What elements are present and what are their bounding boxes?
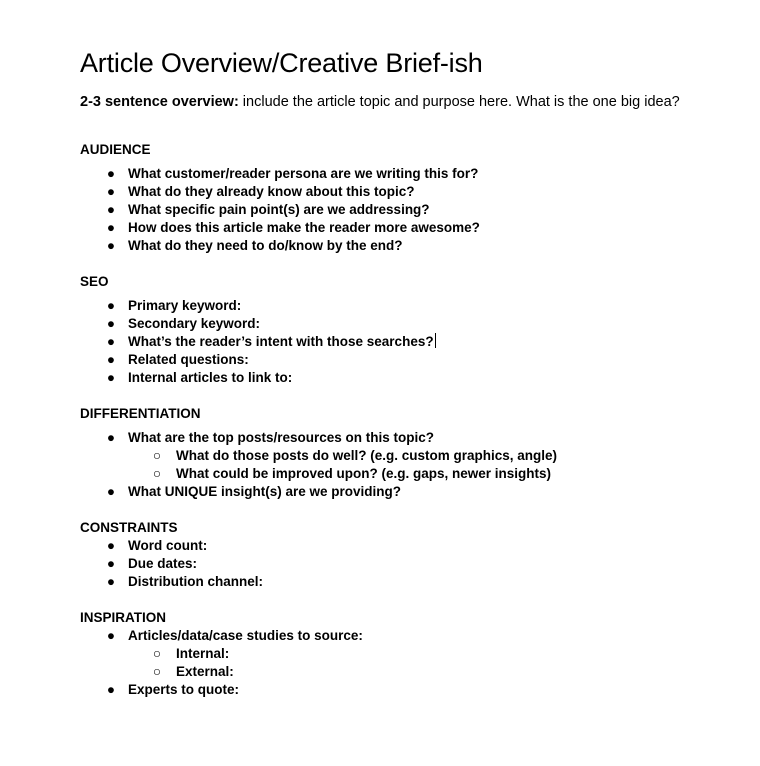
differentiation-sublist	[128, 447, 740, 483]
heading-inspiration: INSPIRATION	[80, 610, 167, 625]
bullet-icon: ●	[106, 538, 116, 553]
bullet-icon: ●	[106, 334, 116, 349]
list-item-text: What’s the reader’s intent with those searches?	[128, 334, 434, 349]
document-page	[80, 46, 740, 697]
sublist-item-text: What do those posts do well? (e.g. custom graphics, angle)	[176, 448, 558, 463]
bullet-icon: ●	[106, 484, 116, 499]
list-item	[80, 219, 740, 237]
heading-differentiation: DIFFERENTIATION	[80, 406, 201, 421]
overview-label: 2-3 sentence overview:	[80, 94, 239, 110]
bullet-icon: ●	[106, 166, 116, 181]
heading-audience: AUDIENCE	[80, 142, 151, 157]
audience-list	[80, 165, 740, 255]
overview-text: include the article topic and purpose here. What is the one big idea?	[238, 94, 680, 110]
seo-list	[80, 297, 740, 387]
sublist-item	[128, 447, 740, 465]
bullet-icon: ●	[106, 352, 116, 367]
section-audience	[80, 141, 740, 255]
list-item	[80, 537, 740, 555]
bullet-icon: ●	[106, 298, 116, 313]
list-item	[80, 627, 740, 681]
list-item	[80, 573, 740, 591]
bullet-icon: ●	[106, 238, 116, 253]
list-item	[80, 297, 740, 315]
list-item	[80, 201, 740, 219]
differentiation-list	[80, 429, 740, 501]
sublist-item	[128, 465, 740, 483]
section-differentiation	[80, 405, 740, 501]
bullet-icon: ●	[106, 430, 116, 445]
list-item-text: Articles/data/case studies to source:	[128, 628, 363, 643]
list-item	[80, 429, 740, 483]
list-item-text: Secondary keyword:	[128, 316, 261, 331]
list-item-text: What do they need to do/know by the end?	[128, 238, 403, 253]
inspiration-list	[80, 627, 740, 699]
list-item	[80, 483, 740, 501]
list-item-text: What UNIQUE insight(s) are we providing?	[128, 484, 402, 499]
list-item	[80, 369, 740, 387]
sublist-item	[128, 645, 740, 663]
list-item	[80, 333, 740, 351]
bullet-icon: ●	[106, 184, 116, 199]
list-item-text: Related questions:	[128, 352, 249, 367]
sublist-item-text: What could be improved upon? (e.g. gaps, newer insights)	[176, 466, 552, 481]
list-item-text: Due dates:	[128, 556, 198, 571]
list-item	[80, 681, 740, 699]
list-item	[80, 351, 740, 369]
list-item	[80, 183, 740, 201]
sublist-item-text: Internal:	[176, 646, 230, 661]
list-item-text: Internal articles to link to:	[128, 370, 293, 385]
list-item-text: Primary keyword:	[128, 298, 242, 313]
bullet-icon: ●	[106, 682, 116, 697]
hollow-bullet-icon: ○	[152, 466, 162, 481]
list-item-text: Experts to quote:	[128, 682, 240, 697]
bullet-icon: ●	[106, 370, 116, 385]
heading-constraints: CONSTRAINTS	[80, 520, 178, 535]
hollow-bullet-icon: ○	[152, 448, 162, 463]
constraints-list	[80, 537, 740, 591]
hollow-bullet-icon: ○	[152, 646, 162, 661]
bullet-icon: ●	[106, 556, 116, 571]
list-item-text: How does this article make the reader more awesome?	[128, 220, 480, 235]
section-seo	[80, 273, 740, 387]
overview-line	[80, 92, 740, 112]
heading-seo: SEO	[80, 274, 109, 289]
sublist-item	[128, 663, 740, 681]
section-inspiration	[80, 609, 740, 699]
list-item-text: What customer/reader persona are we writing this for?	[128, 166, 479, 181]
list-item	[80, 237, 740, 255]
text-cursor	[435, 333, 436, 348]
list-item	[80, 315, 740, 333]
list-item-text: Word count:	[128, 538, 208, 553]
bullet-icon: ●	[106, 202, 116, 217]
list-item-text: What are the top posts/resources on this topic?	[128, 430, 435, 445]
section-constraints	[80, 519, 740, 591]
inspiration-sublist	[128, 645, 740, 681]
bullet-icon: ●	[106, 628, 116, 643]
bullet-icon: ●	[106, 574, 116, 589]
bullet-icon: ●	[106, 220, 116, 235]
list-item-text: What do they already know about this topic?	[128, 184, 415, 199]
list-item	[80, 555, 740, 573]
document-title: Article Overview/Creative Brief-ish	[80, 48, 483, 78]
list-item-text: Distribution channel:	[128, 574, 263, 589]
bullet-icon: ●	[106, 316, 116, 331]
sublist-item-text: External:	[176, 664, 234, 679]
list-item-text: What specific pain point(s) are we addressing?	[128, 202, 430, 217]
list-item	[80, 165, 740, 183]
hollow-bullet-icon: ○	[152, 664, 162, 679]
